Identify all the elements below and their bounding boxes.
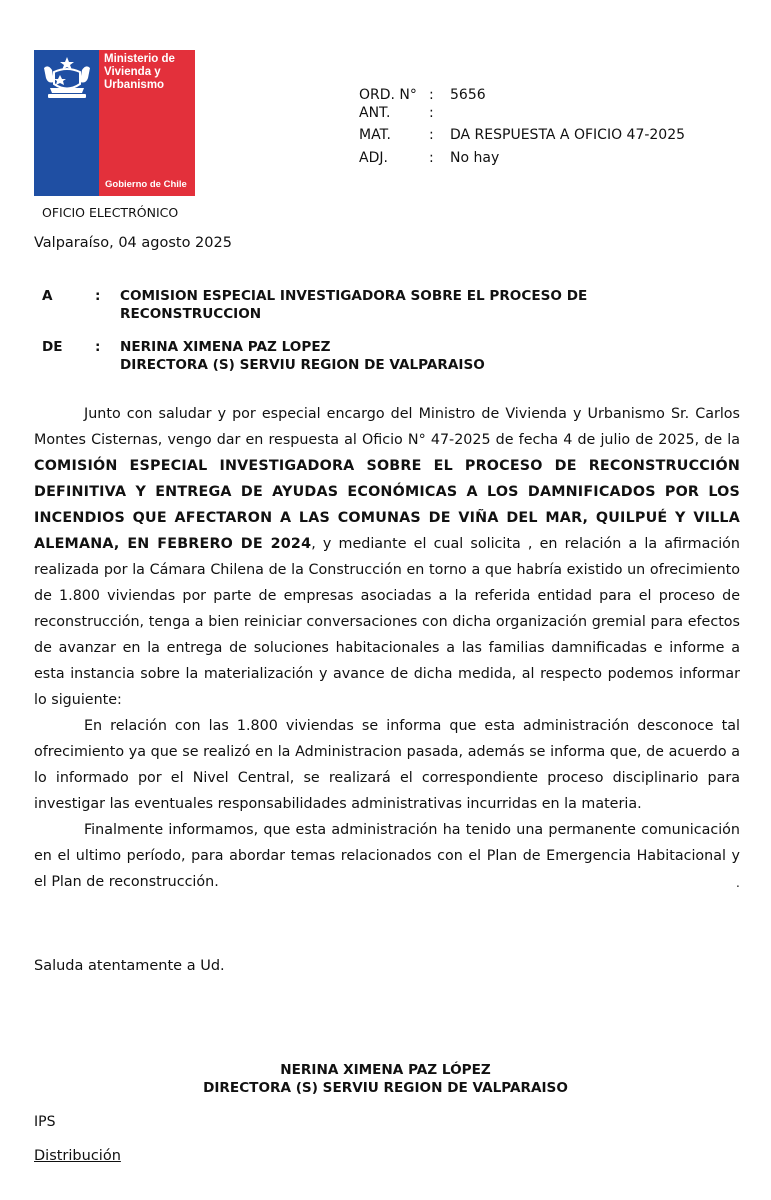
ref-colon: : bbox=[429, 150, 434, 166]
logo-ministry-text: Ministerio de Vivienda y Urbanismo bbox=[104, 53, 175, 91]
trailing-dot: . bbox=[736, 876, 740, 890]
recipient-value: COMISION ESPECIAL INVESTIGADORA SOBRE EL PROCESO DE RECONSTRUCCION bbox=[120, 288, 588, 322]
logo-government-text: Gobierno de Chile bbox=[105, 179, 187, 190]
chile-coat-of-arms-icon bbox=[40, 54, 94, 102]
signature-title: DIRECTORA (S) SERVIU REGION DE VALPARAISO bbox=[203, 1080, 568, 1096]
distribution-label: Distribución bbox=[34, 1148, 121, 1164]
body-paragraph-1 bbox=[34, 401, 740, 713]
ref-key: ANT. bbox=[359, 105, 391, 121]
body-p1-commission: COMISIÓN ESPECIAL INVESTIGADORA SOBRE EL PROCESO DE RECONSTRUCCIÓN DEFINITIVA Y ENTREGA DE AYUDAS ECONÓMICAS A LOS DAMNIFICADOS POR LOS INCENDIOS QUE AFECTARON A LAS COMUNAS DE VIÑA DEL MAR, QUILPUÉ Y VILLA ALEMANA, EN FEBRERO DE 2024 bbox=[34, 458, 740, 552]
sender-block bbox=[42, 339, 722, 379]
recipient-key: A bbox=[42, 288, 53, 304]
ref-key: ADJ. bbox=[359, 150, 388, 166]
ref-colon: : bbox=[429, 87, 434, 103]
ref-colon: : bbox=[429, 105, 434, 121]
ministry-logo bbox=[34, 50, 195, 196]
signature-name: NERINA XIMENA PAZ LÓPEZ bbox=[280, 1062, 491, 1078]
logo-blue-band bbox=[34, 50, 99, 196]
recipient-block bbox=[42, 288, 722, 328]
ref-key: ORD. N° bbox=[359, 87, 417, 103]
ref-colon: : bbox=[429, 127, 434, 143]
letter-body bbox=[34, 401, 740, 895]
closing-text: Saluda atentamente a Ud. bbox=[34, 958, 225, 974]
ref-value: DA RESPUESTA A OFICIO 47-2025 bbox=[450, 127, 686, 143]
ref-value: No hay bbox=[450, 150, 500, 166]
body-p1-text-a: Junto con saludar y por especial encargo del Ministro de Vivienda y Urbanismo Sr. Carlos Montes Cisternas, vengo dar en respuesta al Oficio N° 47-2025 de fecha 4 de julio de 2025, de la bbox=[34, 406, 740, 448]
recipient-colon: : bbox=[95, 288, 101, 304]
sender-value bbox=[120, 339, 720, 374]
ref-value: 5656 bbox=[450, 87, 486, 103]
oficio-type: OFICIO ELECTRÓNICO bbox=[42, 205, 179, 220]
body-p1-text-b: , y mediante el cual solicita , en relación a la afirmación realizada por la Cámara Chilena de la Construcción en torno a que habría existido un ofrecimiento de 1.800 viviendas por parte de empresas asociadas a la referida entidad para el proceso de reconstrucción, tenga a bien reiniciar conversaciones con dicha organización gremial para efectos de avanzar en la entrega de soluciones habitacionales a las familias damnificadas e informe a esta instancia sobre la materialización y avance de dicha medida, al respecto podemos informar lo siguiente: bbox=[34, 536, 740, 708]
sender-name: NERINA XIMENA PAZ LOPEZ bbox=[120, 339, 331, 355]
ref-key: MAT. bbox=[359, 127, 391, 143]
body-paragraph-2: En relación con las 1.800 viviendas se informa que esta administración desconoce tal ofrecimiento ya que se realizó en la Administracion pasada, además se informa que, de acuerdo a lo informado por el Nivel Central, se realizará el correspondiente proceso disciplinario para investigar las eventuales responsabilidades administrativas incurridas en la materia. bbox=[34, 718, 740, 812]
place-date: Valparaíso, 04 agosto 2025 bbox=[34, 235, 232, 251]
initials: IPS bbox=[34, 1114, 56, 1130]
sender-colon: : bbox=[95, 339, 101, 355]
sender-title: DIRECTORA (S) SERVIU REGION DE VALPARAISO bbox=[120, 356, 485, 373]
sender-key: DE bbox=[42, 339, 63, 355]
body-paragraph-3: Finalmente informamos, que esta administración ha tenido una permanente comunicación en el ultimo período, para abordar temas relacionados con el Plan de Emergencia Habitacional y el Plan de reconstrucción. bbox=[34, 822, 740, 890]
